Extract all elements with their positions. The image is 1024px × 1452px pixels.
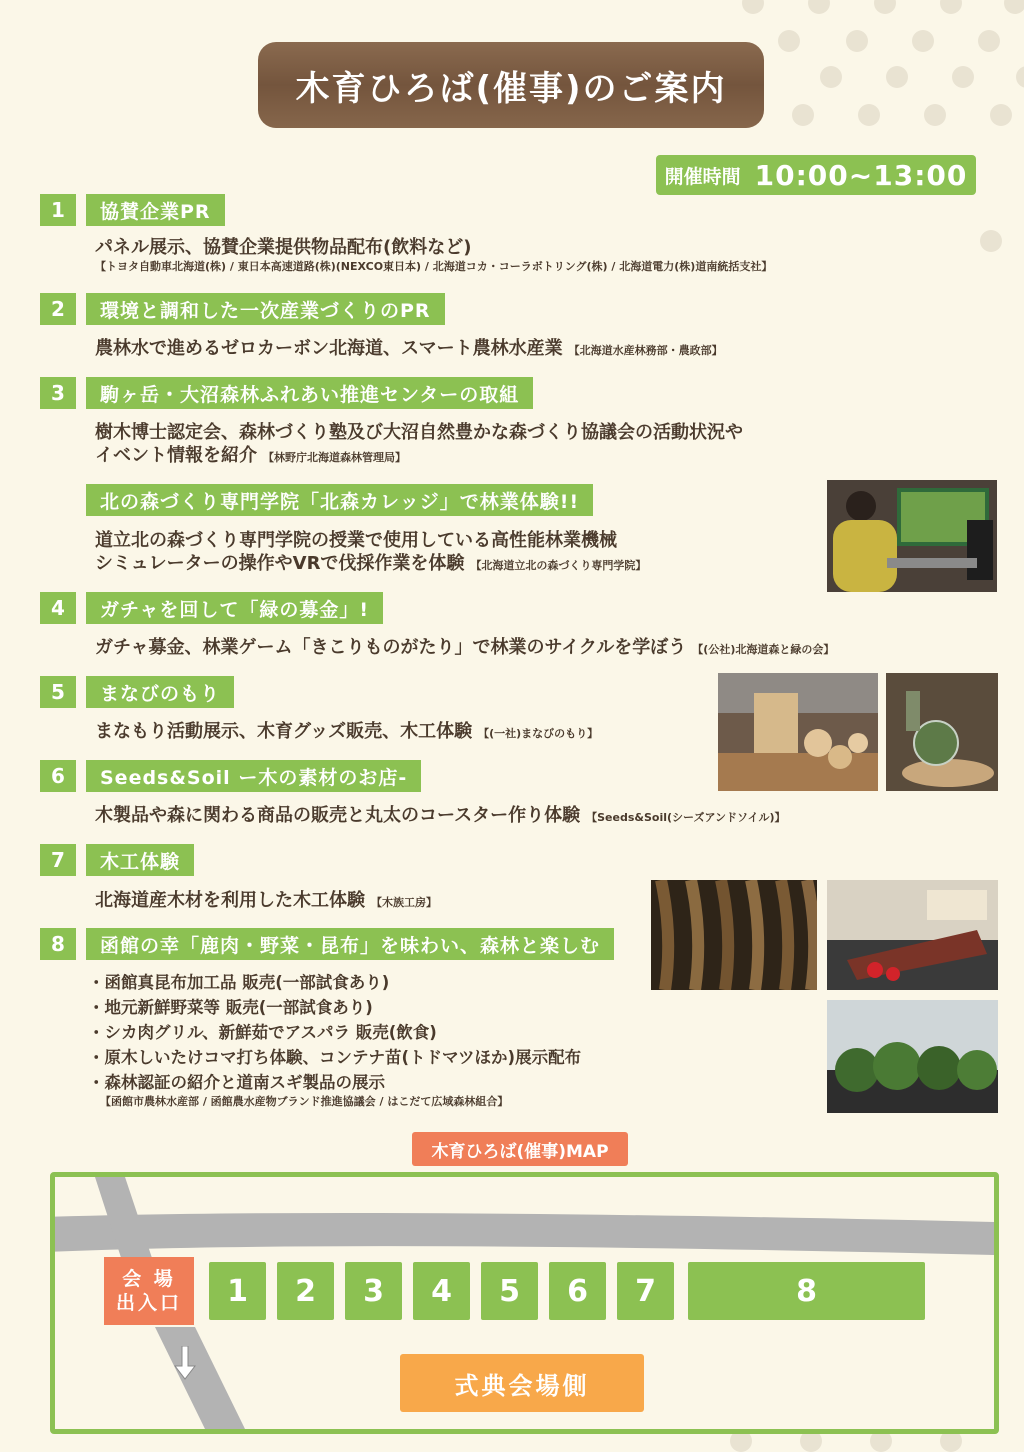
time-value: 10:00~13:00 (754, 158, 968, 192)
event-heading: まなびのもり (86, 676, 234, 708)
list-item: ・原木しいたけコマ打ち体験、コンテナ苗(トドマツほか)展示配布 (88, 1048, 582, 1067)
event-organizer: 【(一社)まなびのもり】 (478, 727, 599, 740)
event-number: 4 (40, 592, 76, 624)
event-description: まなもり活動展示、木育グッズ販売、木工体験 【(一社)まなびのもり】 (95, 721, 599, 742)
page-title: 木育ひろば(催事)のご案内 (295, 68, 727, 109)
list-item: ・シカ肉グリル、新鮮茹でアスパラ 販売(飲食) (88, 1023, 437, 1042)
event-organizer: 【北海道水産林務部・農政部】 (568, 344, 723, 357)
event-number: 1 (40, 194, 76, 226)
title-board (258, 42, 764, 128)
seedlings-photo (827, 1000, 998, 1113)
event-number: 7 (40, 844, 76, 876)
event-heading: 駒ヶ岳・大沼森林ふれあい推進センターの取組 (86, 377, 533, 409)
kelp-photo (651, 880, 817, 990)
event-description: 道立北の森づくり専門学院の授業で使用している高性能林業機械 (95, 530, 617, 551)
wood-goods-photo (718, 673, 878, 791)
event-description: パネル展示、協賛企業提供物品配布(飲料など) (95, 237, 472, 258)
event-organizer: 【木族工房】 (371, 896, 437, 909)
arrow-down-icon (174, 1346, 196, 1380)
event-organizer: 【Seeds&Soil(シーズアンドソイル)】 (586, 811, 786, 824)
event-number: 8 (40, 928, 76, 960)
event-organizer: 【(公社)北海道森と緑の会】 (692, 643, 835, 656)
event-number: 5 (40, 676, 76, 708)
booth-1: 1 (209, 1262, 266, 1320)
ceremony-venue-side: 式典会場側 (400, 1354, 644, 1412)
event-organizer: 【林野庁北海道森林管理局】 (263, 451, 406, 464)
time-label: 開催時間 (664, 165, 741, 188)
event-number: 2 (40, 293, 76, 325)
event-heading: 環境と調和した一次産業づくりのPR (86, 293, 445, 325)
event-heading: ガチャを回して「緑の募金」! (86, 592, 383, 624)
booth-8: 8 (688, 1262, 925, 1320)
event-number: 6 (40, 760, 76, 792)
map-title: 木育ひろば(催事)MAP (412, 1132, 628, 1166)
event-description: ガチャ募金、林業ゲーム「きこりものがたり」で林業のサイクルを学ぼう 【(公社)北海道森と緑の会】 (95, 637, 835, 658)
event-heading: 木工体験 (86, 844, 194, 876)
venison-photo (827, 880, 998, 990)
list-item: ・地元新鮮野菜等 販売(一部試食あり) (88, 998, 373, 1017)
booth-2: 2 (277, 1262, 334, 1320)
booth-3: 3 (345, 1262, 402, 1320)
event-heading: Seeds&Soil ー木の素材のお店- (86, 760, 421, 792)
booth-6: 6 (549, 1262, 606, 1320)
venue-entrance: 会 場 出入口 (104, 1257, 194, 1325)
terrarium-photo (886, 673, 998, 791)
event-sub-heading: 北の森づくり専門学院「北森カレッジ」で林業体験!! (86, 484, 593, 516)
event-description: 樹木博士認定会、森林づくり塾及び大沼自然豊かな森づくり協議会の活動状況や (95, 422, 743, 443)
event-heading: 函館の幸「鹿肉・野菜・昆布」を味わい、森林と楽しむ (86, 928, 614, 960)
event-description: シミュレーターの操作やVRで伐採作業を体験 【北海道立北の森づくり専門学院】 (95, 553, 647, 574)
event-number: 3 (40, 377, 76, 409)
time-badge (656, 155, 976, 195)
event-description: イベント情報を紹介 【林野庁北海道森林管理局】 (95, 445, 406, 466)
event-organizer: 【トヨタ自動車北海道(株) / 東日本高速道路(株)(NEXCO東日本) / 北海道コカ・コーラボトリング(株) / 北海道電力(株)道南統括支社】 (95, 260, 773, 273)
event-description: 農林水で進めるゼロカーボン北海道、スマート農林水産業 【北海道水産林務部・農政部】 (95, 338, 723, 359)
booth-5: 5 (481, 1262, 538, 1320)
event-organizer: 【函館市農林水産部 / 函館農水産物ブランド推進協議会 / はこだて広域森林組合】 (100, 1095, 509, 1108)
booth-4: 4 (413, 1262, 470, 1320)
booth-7: 7 (617, 1262, 674, 1320)
event-heading: 協賛企業PR (86, 194, 225, 226)
event-description: 木製品や森に関わる商品の販売と丸太のコースター作り体験 【Seeds&Soil(シーズアンドソイル)】 (95, 805, 786, 826)
event-description: 北海道産木材を利用した木工体験 【木族工房】 (95, 890, 437, 911)
list-item: ・森林認証の紹介と道南スギ製品の展示 (88, 1073, 385, 1092)
list-item: ・函館真昆布加工品 販売(一部試食あり) (88, 973, 390, 992)
event-organizer: 【北海道立北の森づくり専門学院】 (470, 559, 647, 572)
simulator-photo (827, 480, 997, 592)
